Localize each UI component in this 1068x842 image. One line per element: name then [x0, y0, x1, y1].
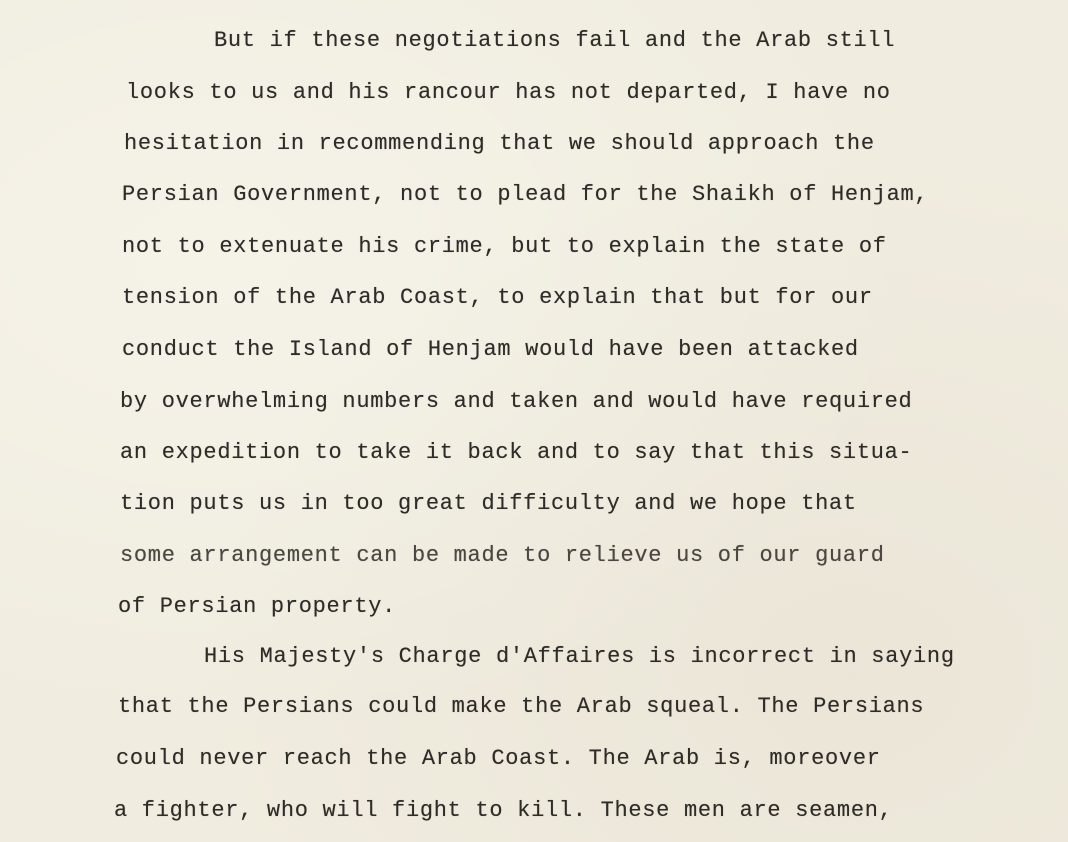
text-line-5: not to extenuate his crime, but to explain the state of: [122, 234, 887, 259]
text-line-8: by overwhelming numbers and taken and would have required: [120, 389, 913, 414]
text-line-15: could never reach the Arab Coast. The Arab is, moreover: [116, 746, 881, 771]
text-line-13: His Majesty's Charge d'Affaires is incorrect in saying: [204, 644, 955, 669]
text-line-14: that the Persians could make the Arab squeal. The Persians: [118, 694, 925, 719]
text-line-1: But if these negotiations fail and the Arab still: [214, 28, 896, 53]
text-line-10: tion puts us in too great difficulty and we hope that: [120, 491, 857, 516]
text-line-16: a fighter, who will fight to kill. These men are seamen,: [114, 798, 893, 823]
text-line-3: hesitation in recommending that we should approach the: [124, 131, 875, 156]
text-line-6: tension of the Arab Coast, to explain that but for our: [122, 285, 873, 310]
text-line-7: conduct the Island of Henjam would have been attacked: [122, 337, 859, 362]
text-line-2: looks to us and his rancour has not departed, I have no: [126, 80, 891, 105]
text-line-12: of Persian property.: [118, 594, 397, 619]
text-line-9: an expedition to take it back and to say that this situa-: [120, 440, 913, 465]
text-line-11: some arrangement can be made to relieve us of our guard: [120, 543, 885, 568]
text-line-4: Persian Government, not to plead for the Shaikh of Henjam,: [122, 182, 929, 207]
